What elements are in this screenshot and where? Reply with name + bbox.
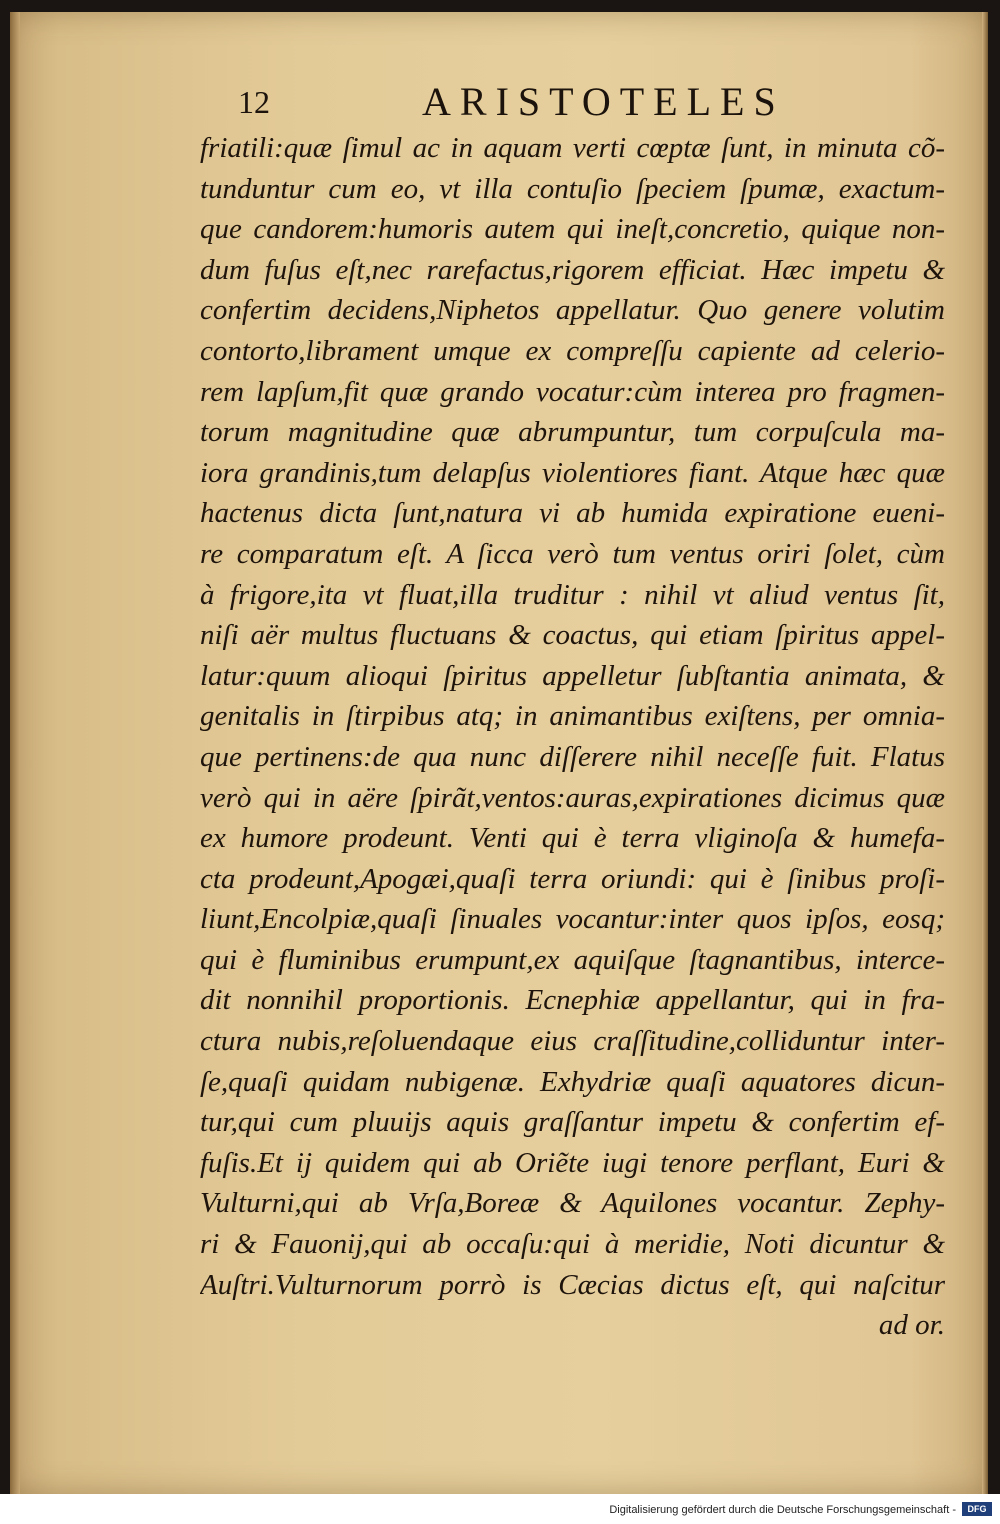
text-line: re comparatum eſt. A ſicca verò tum ventus oriri ſolet, cùm (200, 537, 945, 570)
text-line: confertim decidens,Niphetos appellatur. Quo genere volutim (200, 294, 945, 327)
text-line: genitalis in ſtirpibus atq; in animantibus exiſtens, per omnia- (200, 700, 945, 733)
text-line: Vulturni,qui ab Vrſa,Boreæ & Aquilones vocantur. Zephy- (200, 1187, 945, 1220)
body-text (200, 128, 945, 1346)
text-line: ctura nubis,reſoluendaque eius craſſitudine,colliduntur inter- (200, 1025, 945, 1058)
text-line: rem lapſum,fit quæ grando vocatur:cùm interea pro fragmen- (200, 375, 945, 408)
text-line: liunt,Encolpiæ,quaſi ſinuales vocantur:inter quos ipſos, eosq; (200, 903, 945, 936)
text-line: Auſtri.Vulturnorum porrò is Cæcias dictus eſt, qui naſcitur (200, 1268, 945, 1301)
text-line: dit nonnihil proportionis. Ecnephiæ appellantur, qui in fra- (200, 984, 945, 1017)
text-line: torum magnitudine quæ abrumpuntur, tum corpuſcula ma- (200, 416, 945, 449)
text-line: ad or. (878, 1309, 945, 1342)
text-line: iora grandinis,tum delapſus violentiores fiant. Atque hæc quæ (200, 456, 945, 489)
text-line: hactenus dicta ſunt,natura vi ab humida expiratione eueni- (200, 497, 945, 530)
running-title: ARISTOTELES (422, 79, 785, 124)
text-line: fuſis.Et ij quidem qui ab Oriẽte iugi tenore perflant, Euri & (200, 1146, 945, 1179)
text-line: verò qui in aëre ſpirãt,ventos:auras,expirationes dicimus quæ (200, 781, 945, 814)
text-line: tur,qui cum pluuijs aquis graſſantur impetu & confertim ef- (200, 1106, 945, 1139)
text-line: que candorem:humoris autem qui ineſt,concretio, quique non- (200, 213, 945, 246)
text-line: cta prodeunt,Apogæi,quaſi terra oriundi: qui è ſinibus proſi- (200, 862, 945, 895)
page-outer-edge (982, 12, 988, 1494)
text-line: ſe,quaſi quidam nubigenæ. Exhydriæ quaſi aquatores dicun- (200, 1065, 945, 1098)
text-line: tunduntur cum eo, vt illa contuſio ſpeciem ſpumæ, exactum- (200, 172, 945, 205)
text-line: que pertinens:de qua nunc diſſerere nihil neceſſe fuit. Flatus (200, 740, 945, 773)
text-line: ex humore prodeunt. Venti qui è terra vliginoſa & humefa- (200, 822, 945, 855)
page-number: 12 (238, 84, 270, 120)
text-line: friatili:quæ ſimul ac in aquam verti cœptæ ſunt, in minuta cõ- (200, 132, 945, 164)
running-head (228, 78, 788, 128)
text-line: à frigore,ita vt fluat,illa truditur : nihil vt aliud ventus ſit, (200, 578, 945, 611)
text-line: qui è fluminibus erumpunt,ex aquiſque ſtagnantibus, interce- (200, 943, 945, 976)
page-gutter-edge (10, 12, 20, 1494)
footer-bar (0, 1494, 1000, 1524)
text-line: dum fuſus eſt,nec rarefactus,rigorem efficiat. Hæc impetu & (200, 253, 945, 286)
dfg-logo: DFG (962, 1502, 992, 1516)
funding-credit: Digitalisierung gefördert durch die Deutsche Forschungsgemeinschaft - (609, 1504, 956, 1516)
text-line: contorto,librament umque ex compreſſu capiente ad celerio- (200, 334, 945, 367)
text-line: ri & Fauonij,qui ab occaſu:qui à meridie, Noti dicuntur & (200, 1228, 945, 1261)
text-line: latur:quum alioqui ſpiritus appelletur ſubſtantia animata, & (200, 659, 945, 692)
text-line: niſi aër multus fluctuans & coactus, qui etiam ſpiritus appel- (200, 619, 945, 652)
